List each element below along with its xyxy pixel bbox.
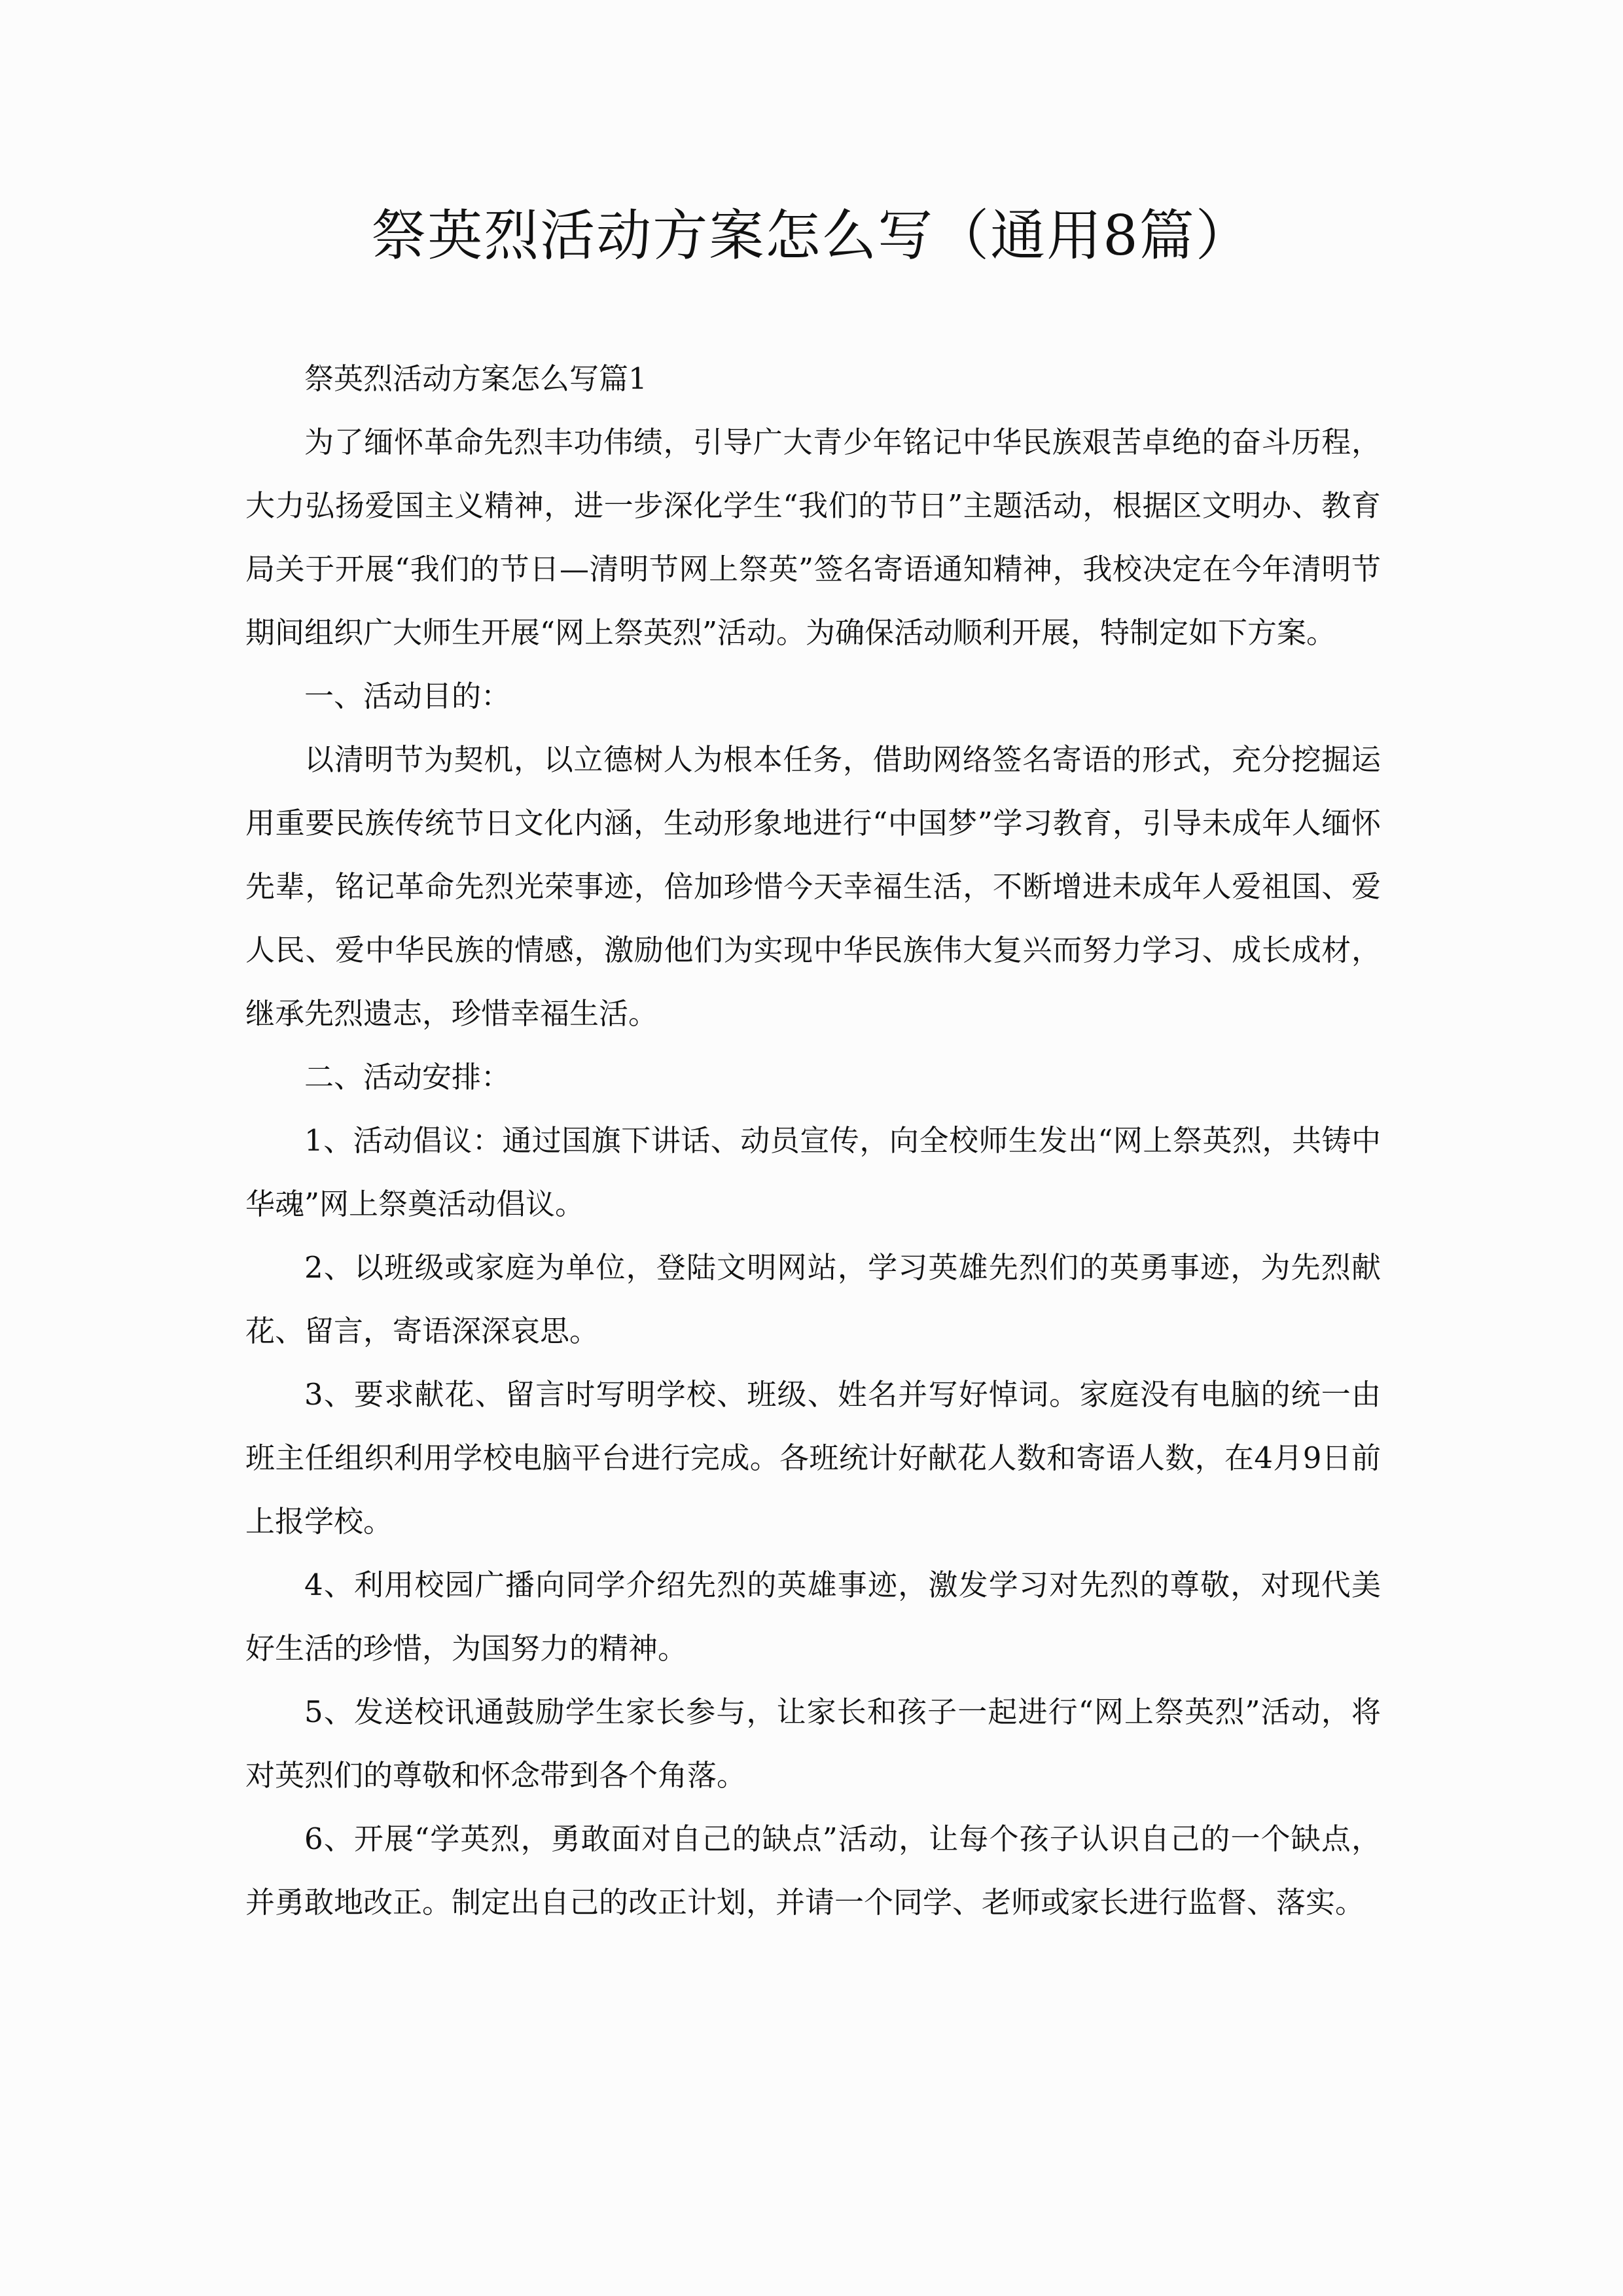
document-title: 祭英烈活动方案怎么写（通用8篇） — [371, 204, 1252, 268]
arrangement-item-1: 1、活动倡议：通过国旗下讲话、动员宣传，向全校师生发出“网上祭英烈，共铸中华魂”网上祭奠活动倡议。 — [245, 1123, 1381, 1221]
purpose-paragraph: 以清明节为契机，以立德树人为根本任务，借助网络签名寄语的形式，充分挖掘运用重要民族传统节日文化内涵，生动形象地进行“中国梦”学习教育，引导未成年人缅怀先辈，铭记革命先烈光荣事迹，倍加珍惜今天幸福生活，不断增进未成年人爱祖国、爱人民、爱中华民族的情感，激励他们为实现中华民族伟大复兴而努力学习、成长成材，继承先烈遗志，珍惜幸福生活。 — [245, 742, 1381, 1031]
section-heading: 祭英烈活动方案怎么写篇1 — [304, 361, 647, 396]
arrangement-item-6: 6、开展“学英烈，勇敢面对自己的缺点”活动，让每个孩子认识自己的一个缺点，并勇敢地改正。制定出自己的改正计划，并请一个同学、老师或家长进行监督、落实。 — [245, 1821, 1381, 1920]
arrangement-item-5: 5、发送校讯通鼓励学生家长参与，让家长和孩子一起进行“网上祭英烈”活动，将对英烈们的尊敬和怀念带到各个角落。 — [245, 1695, 1381, 1793]
heading-activity-purpose: 一、活动目的： — [304, 679, 511, 713]
heading-activity-arrangement: 二、活动安排： — [304, 1060, 511, 1094]
arrangement-item-2: 2、以班级或家庭为单位，登陆文明网站，学习英雄先烈们的英勇事迹，为先烈献花、留言，寄语深深哀思。 — [245, 1250, 1381, 1348]
arrangement-item-4: 4、利用校园广播向同学介绍先烈的英雄事迹，激发学习对先烈的尊敬，对现代美好生活的珍惜，为国努力的精神。 — [245, 1568, 1381, 1666]
arrangement-item-3: 3、要求献花、留言时写明学校、班级、姓名并写好悼词。家庭没有电脑的统一由班主任组织利用学校电脑平台进行完成。各班统计好献花人数和寄语人数，在4月9日前上报学校。 — [245, 1377, 1381, 1539]
document-body — [245, 347, 1381, 1934]
intro-paragraph: 为了缅怀革命先烈丰功伟绩，引导广大青少年铭记中华民族艰苦卓绝的奋斗历程，大力弘扬爱国主义精神，进一步深化学生“我们的节日”主题活动，根据区文明办、教育局关于开展“我们的节日—清明节网上祭英”签名寄语通知精神，我校决定在今年清明节期间组织广大师生开展“网上祭英烈”活动。为确保活动顺利开展，特制定如下方案。 — [245, 425, 1381, 650]
